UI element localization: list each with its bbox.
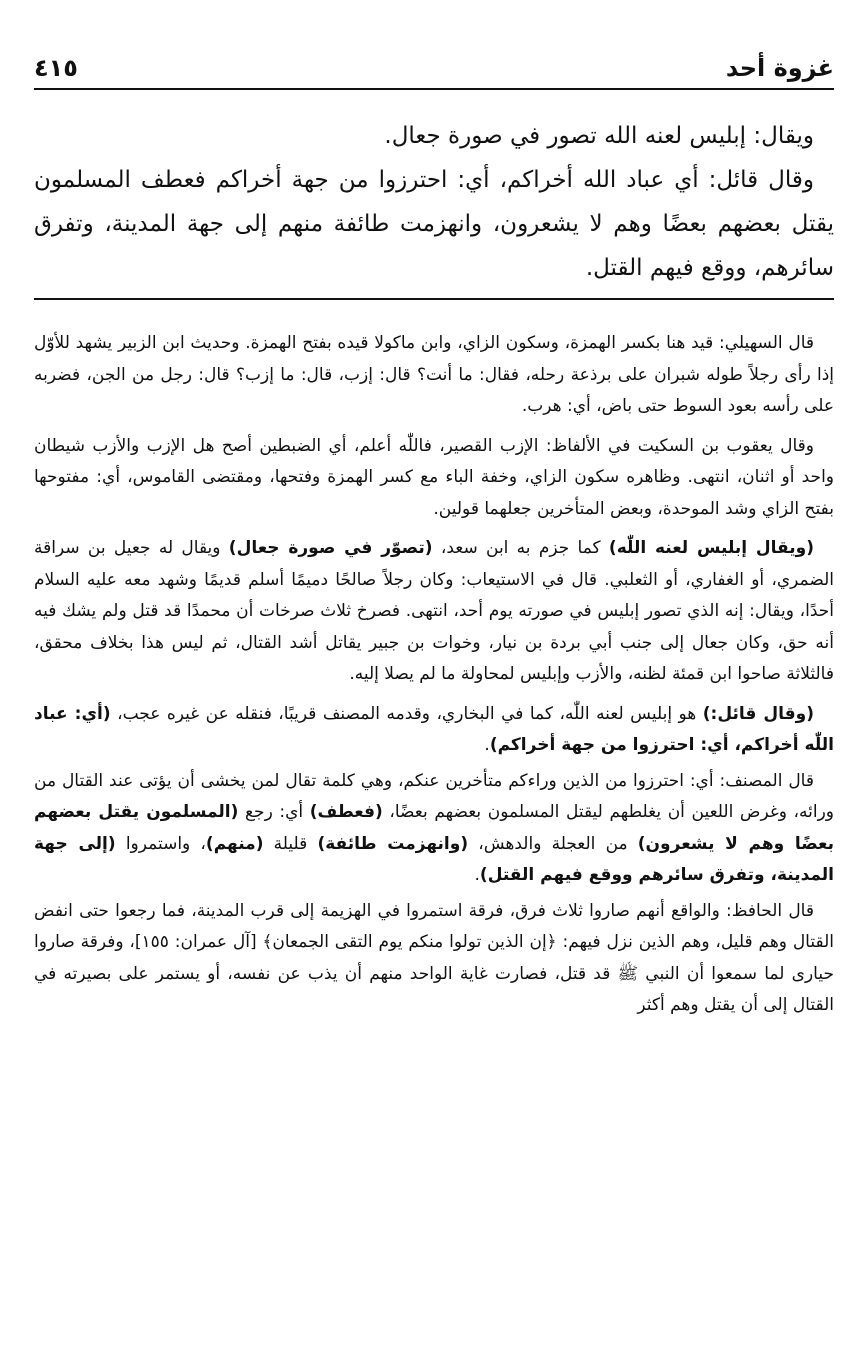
quoted-text: (وانهزمت طائفة) <box>317 833 469 854</box>
book-page <box>34 30 834 1030</box>
commentary-paragraph-5 <box>34 766 834 892</box>
commentary-text: قليلة <box>263 833 318 854</box>
commentary-text: قال المصنف: أي: احترزوا من الذين وراءكم متأخرين عنكم، وهي كلمة تقال لمن يخشى أن يؤتى عند القتال من ورائه، وغرض اللعين أن يغلطهم ليقتل المسلمون بعضهم بعضًا، <box>34 770 834 822</box>
quoted-text: (إلى جهة المدينة، وتفرق سائرهم ووقع فيهم القتل) <box>34 833 834 885</box>
commentary <box>34 328 834 1022</box>
quoted-text: (منهم) <box>205 833 264 854</box>
commentary-paragraph-2: وقال يعقوب بن السكيت في الألفاظ: الإزب القصير، فاللّٰه أعلم، أي الضبطين أصح هل الإزب والأزب شيطان واحد أو اثنان، انتهى. وظاهره سكون الزاي، وخفة الباء مع كسر الهمزة وفتحها، ومقتضى القاموس، أي: مفتوحها بفتح الزاي وشد الموحدة، وبعض المتأخرين جعلهما قولين. <box>34 435 834 519</box>
commentary-text: من العجلة والدهش، <box>468 833 638 854</box>
commentary-paragraph-1: قال السهيلي: قيد هنا بكسر الهمزة، وسكون الزاي، وابن ماكولا قيده بفتح الهمزة. وحديث ابن الزبير يشهد للأوّل إذا رأى رجلاً طوله شبران على برذعة رحله، فقال: ما أنت؟ قال: إزب، قال: ما إزب؟ قال: رجل من الجن، فضربه على رأسه بعود السوط حتى باض، أي: هرب. <box>34 333 834 416</box>
page-number: ٤١٥ <box>34 54 78 82</box>
commentary-paragraph-3 <box>34 533 834 691</box>
commentary-text: . <box>474 865 480 885</box>
chapter-title: غزوة أحد <box>725 54 834 82</box>
quoted-text: (وقال قائل:) <box>702 703 814 724</box>
quoted-text: (ويقال إبليس لعنه اللّٰه) <box>608 538 815 558</box>
commentary-divider <box>34 298 834 300</box>
main-text <box>34 114 834 290</box>
quoted-text: (تصوّر في صورة جعال) <box>228 538 433 558</box>
commentary-text: هو إبليس لعنه اللّٰه، كما في البخاري، وقدمه المصنف قريبًا، فنقله عن غيره عجب، <box>110 703 703 724</box>
commentary-text: ، واستمروا <box>115 833 206 854</box>
page-header <box>34 30 834 82</box>
commentary-paragraph-6: قال الحافظ: والواقع أنهم صاروا ثلاث فرق، فرقة استمروا في الهزيمة إلى قرب المدينة، فما رجعوا حتى انفض القتال وهم قليل، وهم الذين نزل فيهم: ﴿إن الذين تولوا منكم يوم التقى الجمعان﴾ [آل عمران: ١٥٥]، وفرقة صاروا حيارى لما سمعوا أن النبي ﷺ قد قتل، فصارت غاية الواحد منهم أن يذب عن نفسه، أو يستمر على بصيرته في القتال إلى أن يقتل وهم أكثر <box>34 900 834 1015</box>
commentary-text: كما جزم به ابن سعد، <box>432 538 609 558</box>
quoted-text: (المسلمون يقتل بعضهم بعضًا وهم لا يشعرون) <box>34 802 834 854</box>
main-paragraph-1: ويقال: إبليس لعنه الله تصور في صورة جعال. <box>384 123 814 149</box>
commentary-text: أي: رجع <box>238 802 310 822</box>
commentary-text: ويقال له جعيل بن سراقة الضمري، أو الغفاري، أو الثعلبي. قال في الاستيعاب: وكان رجلاً صالحًا دميمًا أسلم قديمًا وشهد معه عليه السلام أحدًا، ويقال: إنه الذي تصور إبليس في صورته يوم أحد، انتهى. فصرخ ثلاث صرخات أن محمدًا قد قتل ولم يشك فيه أنه حق، وكان جعال إلى جنب أبي بردة بن نيار، وخوات بن جبير يقاتل أشد القتال، ثم ليس هذا بخلاف محقق، فالثلاثة صاحوا ابن قمئة لظنه، والأزب وإبليس لمحاولة ما لم يصلا إليه. <box>34 538 834 684</box>
quoted-text: (فعطف) <box>309 802 383 822</box>
main-paragraph-2: وقال قائل: أي عباد الله أخراكم، أي: احترزوا من جهة أخراكم فعطف المسلمون يقتل بعضهم بعضًا وهم لا يشعرون، وانهزمت طائفة منهم إلى جهة المدينة، وتفرق سائرهم، ووقع فيهم القتل. <box>34 167 834 281</box>
header-divider <box>34 88 834 90</box>
quoted-text: (أي: عباد اللّٰه أخراكم، أي: احترزوا من جهة أخراكم) <box>34 703 834 755</box>
commentary-text: . <box>484 735 490 755</box>
commentary-paragraph-4 <box>34 699 834 762</box>
